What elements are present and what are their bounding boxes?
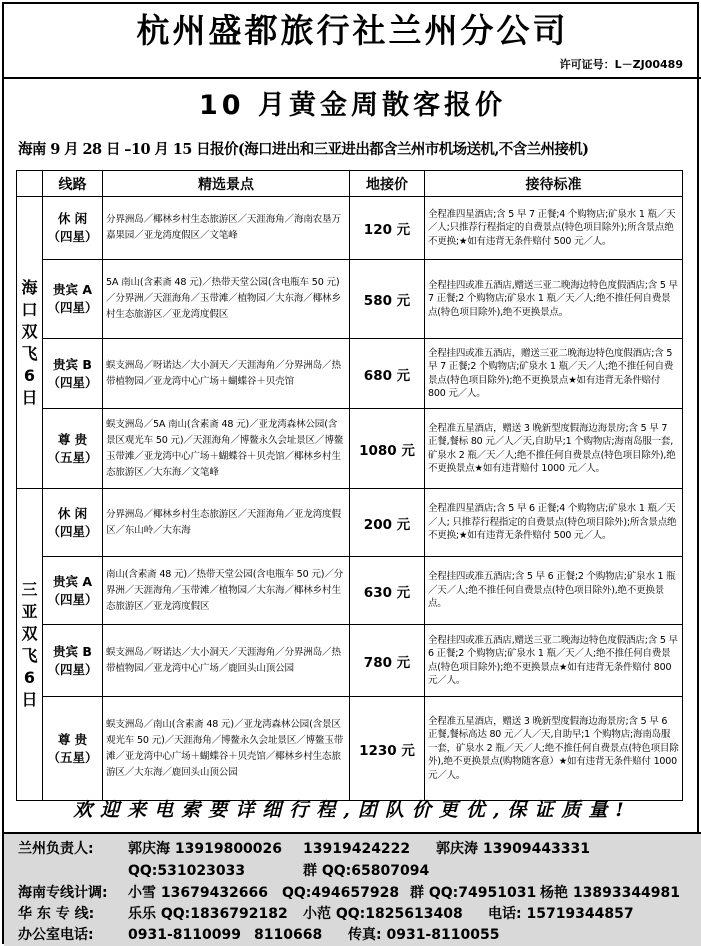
spots-cell: 蜈支洲岛／呀诺达／大小洞天／天涯海角／分界洲岛／热带植物园／亚龙湾中心广场＋蝴蝶谷＋贝壳馆: [103, 339, 350, 409]
table-row: [17, 409, 683, 489]
standard-cell: 全程准四星酒店;含 5 早 7 正餐;4 个购物店;矿泉水 1 瓶／天／人;只推荐行程指定的自费景点(特色项目除外);所含景点绝不更换;★如有违背无条件赔付 500 元／人。: [425, 197, 683, 260]
price-cell: 780 元: [350, 625, 425, 697]
price-cell: 120 元: [350, 197, 425, 260]
spots-cell: 蜈支洲岛／5A 南山(含素斋 48 元)／亚龙湾森林公园(含景区观光车 50 元)／天涯海角／博鳌永久会址景区／博鳌玉带滩／亚龙湾中心广场＋蝴蝶谷＋贝壳馆／椰林乡村生态旅游区／大东海／文笔峰: [103, 409, 350, 489]
contact-value: 群 QQ:74951031: [410, 885, 537, 901]
license-number: 许可证号：L－ZJ00489: [559, 58, 683, 71]
column-header-route: 线路: [43, 171, 103, 197]
table-row: [17, 489, 683, 557]
contact-label: 海南专线计调:: [18, 885, 108, 901]
contact-value: 乐乐 QQ:1836792182: [128, 906, 288, 922]
standard-cell: 全程准五星酒店，赠送 3 晚新型度假海边海景房;含 5 早 6 正餐,餐标高达 80 元／人／天,自助早;1 个购物店;海南岛服一套，矿泉水 2 瓶／天／人;绝不推任何自费景点(特色项目除外),绝不更换景点(购物随客意）★如有违背无条件赔付 1000 元／人。: [425, 697, 683, 801]
price-cell: 680 元: [350, 339, 425, 409]
contact-value: 杨艳 13893344981: [540, 885, 681, 901]
slogan: 欢迎来电索要详细行程,团队价更优,保证质量!: [73, 799, 632, 821]
table-row: [17, 197, 683, 260]
header-blank: [17, 171, 43, 197]
table-header-row: [17, 171, 683, 197]
contact-value: QQ:494657928: [282, 885, 400, 901]
spots-cell: 5A 南山(含素斋 48 元)／热带天堂公园(含电瓶车 50 元)／分界洲／天涯海角／玉带滩／植物园／大东海／椰林乡村生态旅游区／亚龙湾度假区: [103, 260, 350, 339]
price-cell: 580 元: [350, 260, 425, 339]
contact-value: 小范 QQ:1825613408: [303, 906, 463, 922]
price-cell: 1080 元: [350, 409, 425, 489]
standard-cell: 全程挂四或准五酒店,赠送三亚二晚海边特色度假酒店;含 5 早 7 正餐;2 个购物店;矿泉水 1 瓶／天／人;绝不推任何自费景点(特色项目除外),绝不更换景点。: [425, 260, 683, 339]
contact-value: QQ:531023033: [128, 863, 246, 879]
price-cell: 630 元: [350, 557, 425, 625]
price-cell: 1230 元: [350, 697, 425, 801]
price-table: [16, 170, 683, 801]
standard-cell: 全程准四星酒店;含 5 早 6 正餐;4 个购物店;矿泉水 1 瓶／天／人; 只推荐行程指定的自费景点(特色项目除外);所含景点绝不更换;★如有违背无条件赔付 500 元／人。: [425, 489, 683, 557]
contact-value: 群 QQ:65807094: [303, 863, 430, 879]
table-row: [17, 260, 683, 339]
page-title: 10 月黄金周散客报价: [199, 90, 506, 121]
standard-cell: 全程挂四或准五酒店，赠送三亚二晚海边特色度假酒店;含 5 早 7 正餐;2 个购物店;矿泉水 1 瓶／天／人;绝不推任何自费景点(特色项目除外);绝不更换景点★如有违背无条件赔付 800 元／人。: [425, 339, 683, 409]
contact-value: 电话: 15719344857: [488, 906, 634, 922]
spots-cell: 分界洲岛／椰林乡村生态旅游区／天涯海角／亚龙湾度假区／东山岭／大东海: [103, 489, 350, 557]
contact-label: 兰州负责人:: [18, 841, 94, 857]
level-cell: 贵宾 A （四星）: [43, 557, 103, 625]
level-cell: 贵宾 A （四星）: [43, 260, 103, 339]
contact-value: 13919424222: [303, 841, 411, 857]
spots-cell: 南山(含素斋 48 元)／热带天堂公园(含电瓶车 50 元)／分界洲／天涯海角／玉带滩／植物园／大东海／椰林乡村生态旅游区／亚龙湾度假区: [103, 557, 350, 625]
company-name: 杭州盛都旅行社兰州分公司: [136, 11, 569, 50]
contact-label: 华 东 专 线:: [18, 906, 95, 922]
level-cell: 贵宾 B （四星）: [43, 339, 103, 409]
spots-cell: 分界洲岛／椰林乡村生态旅游区／天涯海角／海南农垦万嘉果园／亚龙湾度假区／文笔峰: [103, 197, 350, 260]
column-header-price: 地接价: [350, 171, 425, 197]
standard-cell: 全程挂四或准五酒店,赠送三亚二晚海边特色度假酒店;含 5 早 6 正餐;2 个购物店;矿泉水 1 瓶／天／人;绝不推任何自费景点(特色项目除外);绝不更换景点★如有违背无条件赔付 800 元／人。: [425, 625, 683, 697]
standard-cell: 全程准五星酒店，赠送 3 晚新型度假海边海景房;含 5 早 7 正餐,餐标 80 元／人／天,自助早;1 个购物店;海南岛服一套,矿泉水 2 瓶／天／人;绝不推任何自费景点(特色项目除外),绝不更换景点★如有违背赔付 1000 元／人。: [425, 409, 683, 489]
subtitle: 海南 9 月 28 日 –10 月 15 日报价(海口进出和三亚进出都含兰州市机场送机,不含兰州接机): [18, 141, 589, 158]
contact-label: 办公室电话:: [18, 927, 94, 943]
contact-value: 郭庆海 13919800026: [128, 841, 283, 857]
divider: [4, 77, 701, 79]
table-row: [17, 339, 683, 409]
contact-panel: [4, 832, 701, 946]
contact-value: 8110668: [254, 927, 323, 943]
price-cell: 200 元: [350, 489, 425, 557]
level-cell: 尊 贵 （五星）: [43, 409, 103, 489]
column-header-spots: 精选景点: [103, 171, 350, 197]
table-row: [17, 697, 683, 801]
spots-cell: 蜈支洲岛／呀诺达／大小洞天／天涯海角／分界洲岛／热带植物园／亚龙湾中心广场／鹿回头山顶公园: [103, 625, 350, 697]
contact-value: 郭庆涛 13909443331: [436, 841, 591, 857]
spots-cell: 蜈支洲岛／南山(含素斋 48 元)／亚龙湾森林公园(含景区观光车 50 元)／天涯海角／博鳌永久会址景区／博鳌玉带滩／亚龙湾中心广场＋蝴蝶谷＋贝壳馆／椰林乡村生态旅游区／大东海／鹿回头山顶公园: [103, 697, 350, 801]
contact-value: 小雪 13679432666: [128, 885, 269, 901]
price-sheet: [2, 2, 699, 944]
level-cell: 休 闲 （四星）: [43, 197, 103, 260]
table-row: [17, 557, 683, 625]
contact-value: 传真: 0931-8110055: [348, 927, 500, 943]
group-label-haikou: 海 口 双 飞 6 日: [17, 197, 43, 489]
table-row: [17, 625, 683, 697]
standard-cell: 全程挂四或准五酒店;含 5 早 6 正餐;2 个购物店;矿泉水 1 瓶／天／人;绝不推任何自费景点(特色项目除外),绝不更换景点。: [425, 557, 683, 625]
group-label-sanya: 三 亚 双 飞 6 日: [17, 489, 43, 801]
level-cell: 休 闲 （四星）: [43, 489, 103, 557]
level-cell: 尊 贵 （五星）: [43, 697, 103, 801]
contact-value: 0931-8110099: [128, 927, 241, 943]
level-cell: 贵宾 B （四星）: [43, 625, 103, 697]
column-header-standard: 接待标准: [425, 171, 683, 197]
